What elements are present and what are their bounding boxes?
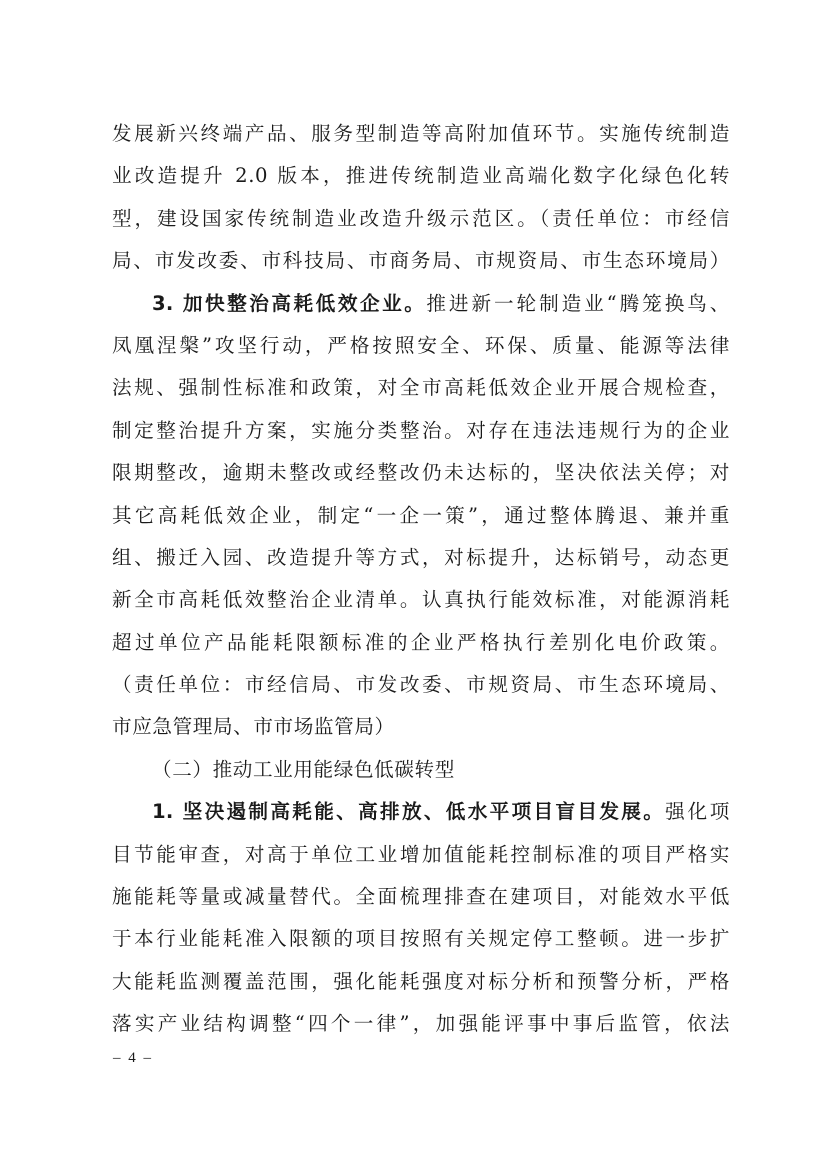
text-line: 超过单位产品能耗限额标准的企业严格执行差别化电价政策。 [112, 630, 730, 654]
section-heading: （二）推动工业用能绿色低碳转型 [152, 757, 455, 781]
text-line: 于本行业能耗准入限额的项目按照有关规定停工整顿。进一步扩 [112, 927, 730, 951]
text-line: 其它高耗低效企业，制定“一企一策”，通过整体腾退、兼并重 [112, 503, 730, 527]
text-line: 凤凰涅槃”攻坚行动，严格按照安全、环保、质量、能源等法律 [112, 333, 730, 357]
text-line: 施能耗等量或减量替代。全面梳理排查在建项目，对能效水平低 [112, 885, 730, 909]
text-line: 市应急管理局、市市场监管局） [112, 715, 395, 739]
text-line: 组、搬迁入园、改造提升等方式，对标提升，达标销号，动态更 [112, 545, 730, 569]
subheading-accelerate-rectification: 3. 加快整治高耗低效企业。 [152, 291, 427, 315]
text-line: 制定整治提升方案，实施分类整治。对存在违法违规行为的企业 [112, 418, 730, 442]
text-line: 大能耗监测覆盖范围，强化能耗强度对标分析和预警分析，严格 [112, 969, 730, 993]
document-body [112, 113, 730, 1046]
text-line: 限期整改，逾期未整改或经整改仍未达标的，坚决依法关停；对 [112, 461, 730, 485]
text-line: 发展新兴终端产品、服务型制造等高附加值环节。实施传统制造 [112, 122, 730, 145]
text-line: 型，建设国家传统制造业改造升级示范区。（责任单位：市经信 [112, 206, 730, 230]
text-line: 法规、强制性标准和政策，对全市高耗低效企业开展合规检查， [112, 376, 730, 400]
text-line: 新全市高耗低效整治企业清单。认真执行能效标准，对能源消耗 [112, 588, 730, 612]
subheading-curb-high-energy-projects: 1. 坚决遏制高耗能、高排放、低水平项目盲目发展。 [152, 800, 666, 824]
text-line: （责任单位：市经信局、市发改委、市规资局、市生态环境局、 [112, 673, 730, 697]
text-span: 强化项 [665, 800, 730, 824]
text-line: 目节能审查，对高于单位工业增加值能耗控制标准的项目严格实 [112, 842, 730, 866]
paragraph-heading-line [112, 283, 730, 325]
page-number: – 4 – [113, 1050, 153, 1066]
text-line: 业改造提升 2.0 版本，推进传统制造业高端化数字化绿色化转 [112, 164, 730, 188]
text-span: 推进新一轮制造业“腾笼换鸟、 [426, 291, 730, 315]
text-line: 落实产业结构调整“四个一律”，加强能评事中事后监管，依法 [112, 1012, 730, 1036]
paragraph-heading-line [112, 791, 730, 833]
text-line: 局、市发改委、市科技局、市商务局、市规资局、市生态环境局） [112, 249, 730, 273]
